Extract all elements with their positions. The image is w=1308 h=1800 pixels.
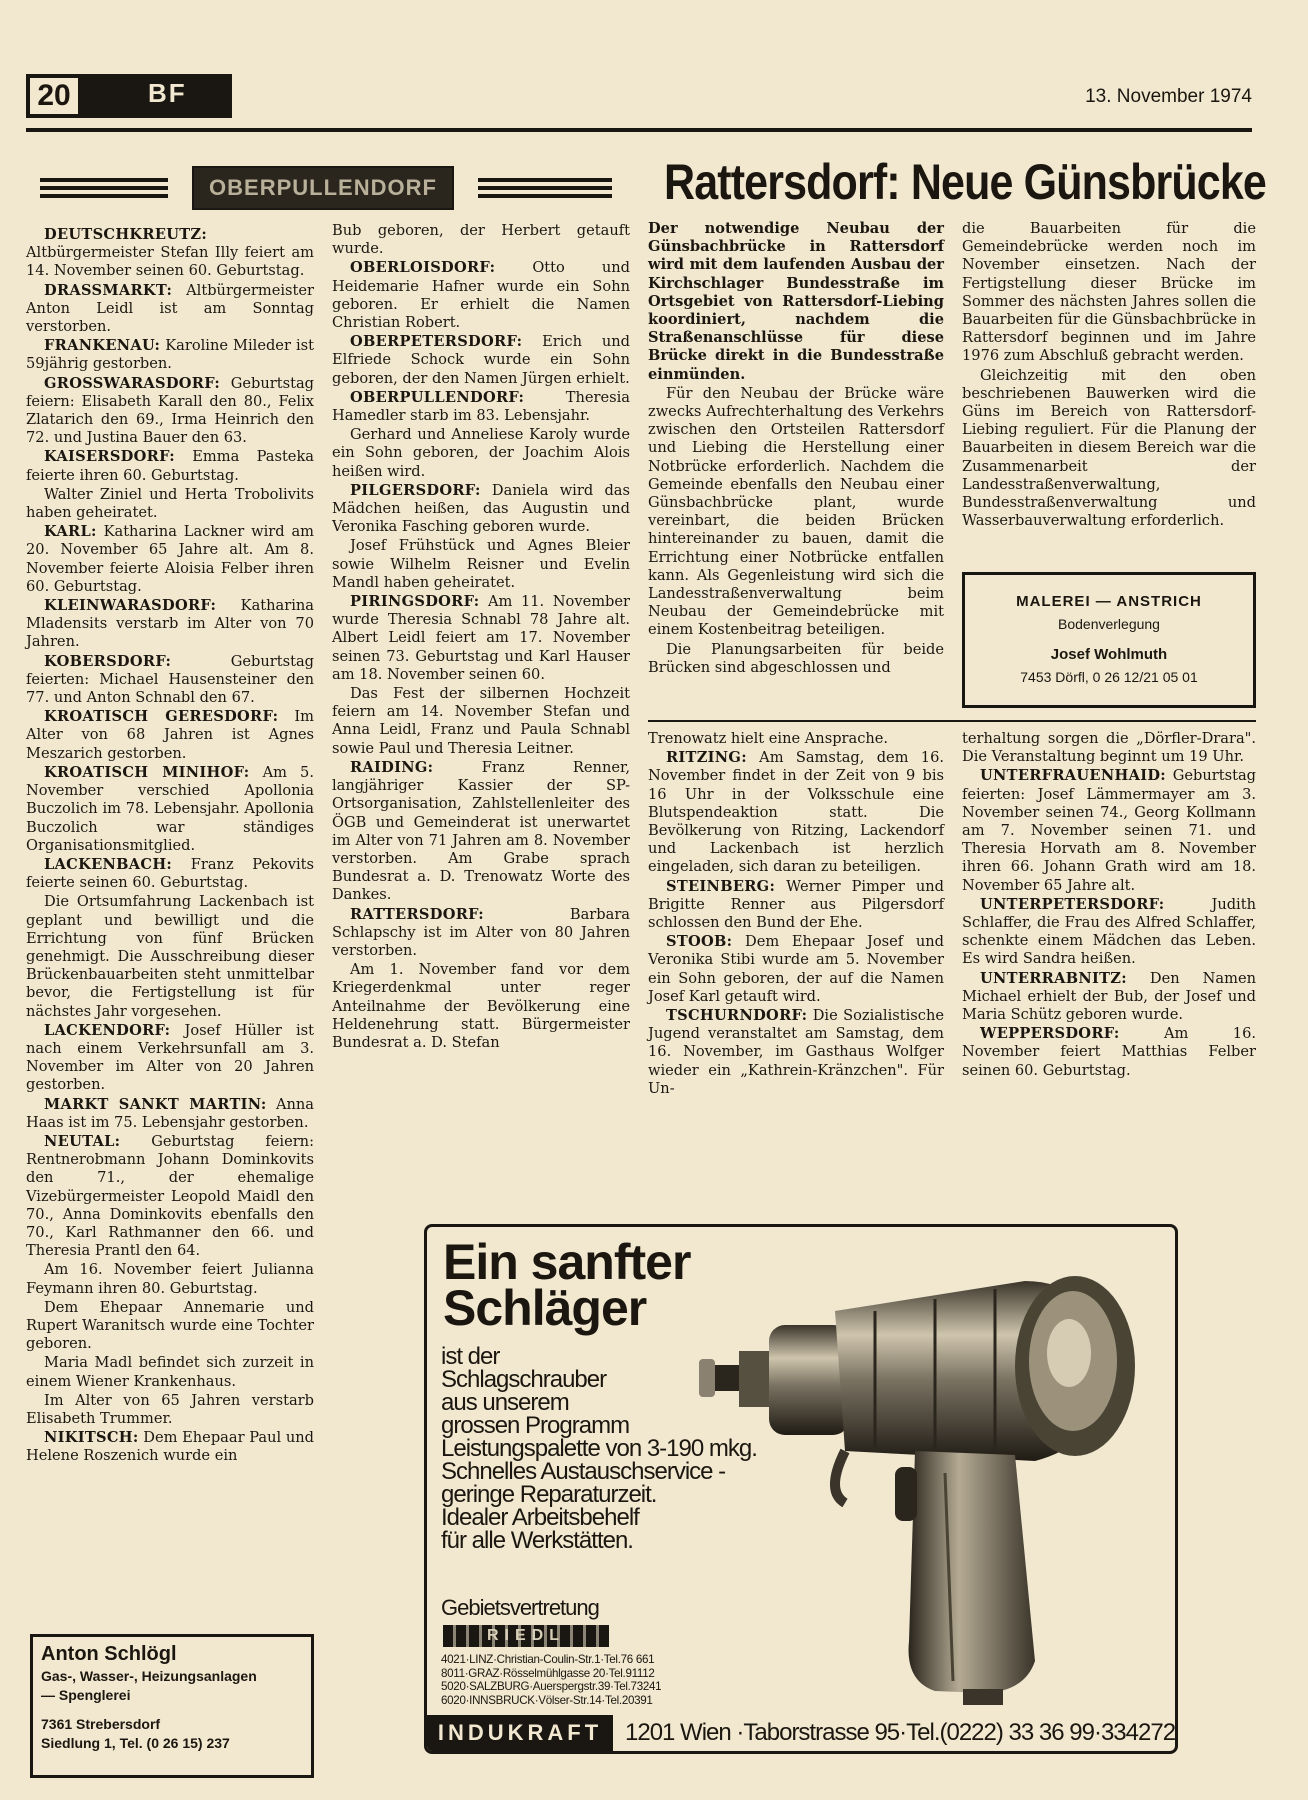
news-text: Die Ortsumfahrung Lackenbach ist geplant und bewilligt und die Errichtung von fünf Brücken genehmigt. Die Ausschreibung dieser Brückenbauarbeiten steht unmittelbar bevor, die Fertigstellung ist für nächstes Jahr vorgesehen. [26,893,314,1020]
news-text: Im Alter von 68 Jahren ist Agnes Meszarich gestorben. [26,708,314,762]
news-text: Dem Ehepaar Annemarie und Rupert Waranitsch wurde eine Tochter geboren. [26,1298,314,1353]
news-text: Am Samstag, dem 16. November findet in der Zeit von 9 bis 16 Uhr in der Volksschule eine Blutspendeaktion statt. Die Bevölkerung von Ritzing, Lackendorf und Lackenbach ist herzlich eingeladen, sich daran zu beteiligen. [648,749,944,876]
ad-address-line: 5020·SALZBURG·Auerspergstr.39·Tel.73241 [441,1680,662,1693]
news-text: Emma Pasteka feierte ihren 60. Geburtstag. [26,448,314,484]
news-text: Am 16. November feiert Julianna Feymann ihren 80. Geburtstag. [26,1261,314,1297]
news-text: Im Alter von 65 Jahren verstarb Elisabeth Trummer. [26,1391,314,1427]
news-item [962,767,1256,894]
news-item [332,537,630,592]
place-name: NIKITSCH: [44,1429,139,1447]
news-text: Am 5. November verschied Apollonia Buczolich im 78. Lebensjahr. Apollonia Buczolich war ständiges Organisationsmitglied. [26,763,314,854]
news-text: Katharina Lackner wird am 20. November 65 Jahre alt. Am 8. November feierte Aloisia Felber ihren 60. Geburtstag. [26,523,314,595]
impact-wrench-illustration [695,1241,1165,1711]
ad-copy-line: geringe Reparaturzeit. [441,1481,657,1508]
news-item [26,1096,314,1132]
place-name: RATTERSDORF: [350,905,484,923]
news-item [26,226,314,281]
news-item [26,1429,314,1465]
ad-copy-line: Idealer Arbeitsbehelf [441,1504,639,1531]
news-text: Geburtstag feiern: Rentnerobmann Johann Dominkovits den 71., der ehemalige Vizebürgermeister Leopold Maidl den 70., Anna Dominkovits ebenfalls den 70., Karl Rathmanner den 66. und Theresia Prantl den 64. [26,1132,314,1260]
news-text: Daniela wird das Mädchen heißen, das Augustin und Veronika Fasching geboren wurde. [332,481,630,536]
news-item [332,426,630,481]
ad-malerei-line: MALEREI — ANSTRICH [1016,593,1202,610]
news-item [332,482,630,537]
news-item [26,893,314,1020]
place-name: PILGERSDORF: [350,481,481,499]
ad-schloegl-line: 7361 Strebersdorf [41,1716,161,1732]
article-paragraph: Die Planungsarbeiten für beide Brücken sind abgeschlossen und [648,640,944,676]
ad-schloegl-name: Anton Schlögl [41,1643,177,1665]
place-name: KROATISCH GERESDORF: [44,708,279,726]
news-text: Geburtstag feierten: Josef Lämmermayer am 3. November seinen 74., Georg Kollmann am 7. November seinen 71. und Theresia Horvath am 8. November ihren 66. Johann Grath wird am 18. November 65 Jahre alt. [962,767,1256,894]
ad-headline: Ein sanfter [443,1234,691,1290]
place-name: STEINBERG: [666,877,776,895]
ad-schloegl [30,1634,314,1778]
place-name: DRASSMARKT: [44,281,173,299]
news-item [26,653,314,708]
news-text: Erich und Elfriede Schock wurde ein Sohn geboren, der den Namen Jürgen erhielt. [332,333,630,387]
news-item [26,708,314,763]
news-item [26,1299,314,1354]
news-item [26,448,314,484]
news-item [332,259,630,332]
news-text: Den Namen Michael erhielt der Bub, der Josef und Maria Schütz geboren wurde. [962,969,1256,1024]
news-text: Trenowatz hielt eine Ansprache. [648,730,889,747]
news-item [962,896,1256,969]
place-name: UNTERRABNITZ: [980,969,1127,987]
news-text: Am 1. November fand vor dem Kriegerdenkmal unter reger Anteilnahme der Bevölkerung eine Heldenehrung statt. Bürgermeister Bundesrat a. D. Stefan [332,961,630,1051]
news-item [332,961,630,1052]
news-item [332,389,630,425]
place-name: MARKT SANKT MARTIN: [44,1095,267,1113]
news-text: Theresia Hamedler starb im 83. Lebensjahr. [332,388,630,425]
ad-malerei [962,572,1256,708]
news-text: Franz Renner, langjähriger Kassier der SP-Ortsorganisation, Zahlstellenleiter des ÖGB und Gemeinderat ist unerwartet im Alter von 71 Jahren am 8. November verstorben. Am Grabe sprach Bundesrat a. D. Trenowatz Worte des Dankes. [332,758,630,904]
news-text: Werner Pimper und Brigitte Renner aus Pilgersdorf schlossen den Bund der Ehe. [648,877,944,932]
news-item [332,333,630,388]
ad-schloegl-line: Gas-, Wasser-, Heizungsanlagen [41,1668,257,1684]
news-text: Judith Schlaffer, die Frau des Alfred Schlaffer, schenkte einem Mädchen das Leben. Es wird Sandra heißen. [962,895,1256,968]
news-text: Karoline Mileder ist 59jährig gestorben. [26,337,314,373]
stripes-left [40,178,168,198]
ad-schloegl-line: Siedlung 1, Tel. (0 26 15) 237 [41,1735,230,1751]
news-text: Dem Ehepaar Josef und Veronika Stibi wurde am 5. November ein Sohn geboren, der auf die Namen Josef Karl getauft wird. [648,933,944,1005]
headline: Rattersdorf: Neue Günsbrücke [664,154,1266,210]
place-name: LACKENDORF: [44,1021,171,1039]
news-text: Altbürgermeister Stefan Illy feiert am 14. November seinen 60. Geburtstag. [26,244,314,280]
place-name: RITZING: [666,749,747,767]
news-text: Geburtstag feiern: Elisabeth Karall den 80., Felix Zlatarich den 69., Irma Heinrich den 72. und Justina Bauer den 63. [26,374,314,447]
news-text: Gerhard und Anneliese Karoly wurde ein Sohn geboren, der Joachim Alois heißen wird. [332,426,630,480]
news-text: Altbürgermeister Anton Leidl ist am Sonntag verstorben. [26,281,314,336]
place-name: FRANKENAU: [44,337,161,355]
ad-copy-line: Schnelles Austauschservice - [441,1458,726,1485]
news-item [962,1025,1256,1080]
section-header: OBERPULLENDORF [192,166,454,210]
ad-address-line: 6020·INNSBRUCK·Völser-Str.14·Tel.20391 [441,1693,653,1707]
news-item [26,1392,314,1428]
news-column-2 [332,222,630,1053]
place-name: LACKENBACH: [44,855,173,873]
news-item [962,970,1256,1025]
page-number: 20 [28,76,80,116]
news-text: Otto und Heidemarie Hafner wurde ein Sohn geboren. Er erhielt die Namen Christian Robert. [332,259,630,332]
place-name: UNTERPETERSDORF: [980,895,1165,913]
issue-date: 13. November 1974 [1085,86,1252,107]
ad-address: 1201 Wien ·Taborstrasse 95·Tel.(0222) 33 36 99·334272 [625,1719,1176,1746]
ad-copy-line: Leistungspalette von 3-190 mkg. [441,1435,757,1462]
news-item [962,730,1256,766]
place-name: RAIDING: [350,758,434,776]
article-paragraph: die Bauarbeiten für die Gemeindebrücke werden noch im November einsetzen. Nach der Fertigstellung dieser Brücke im Sommer des nächsten Jahres sollen die Bauarbeiten für die Günsbachbrücke in Rattersdorf beginnen und im Jahre 1976 zum Abschluß gebracht werden. [962,220,1256,365]
article-paragraph: Für den Neubau der Brücke wäre zwecks Aufrechterhaltung des Verkehrs zwischen den Ortsteilen Rattersdorf und Liebing die Herstellung einer Notbrücke erforderlich. Nachdem die Gemeinde ebenfalls den Neubau einer Günsbachbrücke plant, wurde vereinbart, die beiden Brücken hintereinander zu bauen, damit die Errichtung einer Notbrücke entfallen kann. Als Gegenleistung wird sich die Landesstraßenverwaltung beim Neubau der Gemeindebrücke mit einem Kostenbeitrag beteiligen. [648,384,944,639]
article-lead: Der notwendige Neubau der Günsbachbrücke in Rattersdorf wird mit dem laufenden Ausbau der Kirchschlager Bundesstraße im Ortsgebiet von Rattersdorf-Liebing koordiniert, nachdem die Straßenanschlüsse für diese Brücke direkt in die Bundesstraße einmünden. [648,220,944,383]
ad-copy-line: grossen Programm [441,1412,630,1439]
place-name: UNTERFRAUENHAID: [980,767,1166,785]
news-text: Maria Madl befindet sich zurzeit in einem Wiener Krankenhaus. [26,1354,314,1390]
place-name: KARL: [44,523,97,541]
news-item [648,878,944,933]
place-name: TSCHURNDORF: [666,1007,808,1025]
article-column-4 [962,220,1256,531]
news-text: Bub geboren, der Herbert getauft wurde. [332,222,630,258]
ad-malerei-line: Bodenverlegung [1058,616,1160,632]
article-divider [648,720,1256,722]
news-item [26,764,314,855]
news-item [648,933,944,1006]
section-code: BF [148,78,187,108]
place-name: OBERPULLENDORF: [350,388,525,406]
news-item [26,597,314,652]
news-item [648,730,944,748]
news-column-1 [26,226,314,1467]
place-name: KROATISCH MINIHOF: [44,763,250,781]
ad-headline: Schläger [443,1280,647,1336]
news-item [26,282,314,337]
news-text: terhaltung sorgen die „Dörfler-Drara". Die Veranstaltung beginnt um 19 Uhr. [962,730,1256,766]
place-name: NEUTAL: [44,1132,121,1150]
news-item [26,1133,314,1260]
place-name: PIRINGSDORF: [350,593,480,611]
ad-agency-addresses [441,1653,661,1707]
ad-malerei-line: Josef Wohlmuth [1050,646,1168,663]
ad-copy-line: Schlagschrauber [441,1366,607,1393]
news-item [648,749,944,876]
news-item [26,523,314,596]
place-name: OBERPETERSDORF: [350,333,523,351]
news-text: Am 11. November wurde Theresia Schnabl 78 Jahre alt. Albert Leidl feiert am 17. November seinen 73. Geburtstag und Karl Hauser am 18. November seinen 60. [332,593,630,683]
ad-indukraft [424,1224,1178,1754]
news-text: Josef Frühstück und Agnes Bleier sowie Wilhelm Reisner und Evelin Mandl haben geheiratet. [332,537,630,591]
place-name: KOBERSDORF: [44,652,172,670]
news-text: Geburtstag feierten: Michael Hausensteiner den 77. und Anton Schnabl den 67. [26,652,314,707]
article-column-3 [648,220,944,678]
news-item [332,685,630,758]
news-item [648,1007,944,1098]
ad-address-line: 8011·GRAZ·Rösselmühlgasse 20·Tel.91112 [441,1666,655,1680]
news-text: Dem Ehepaar Paul und Helene Roszenich wurde ein [26,1429,314,1465]
news-column-4 [962,730,1256,1081]
ad-copy-line: für alle Werkstätten. [441,1527,633,1554]
news-text: Die Sozialistische Jugend veranstaltet am Samstag, dem 16. November, im Gasthaus Wolfger wieder ein „Kathrein-Kränzchen". Für Un- [648,1007,944,1097]
place-name: STOOB: [666,933,733,951]
place-name: GROSSWARASDORF: [44,374,221,392]
news-item [26,337,314,373]
place-name: KLEINWARASDORF: [44,597,217,615]
news-item [26,486,314,522]
news-item [332,593,630,684]
news-item [332,906,630,961]
masthead-rule [26,128,1252,132]
ad-copy-line: ist der [441,1343,500,1370]
news-text: Walter Ziniel und Herta Trobolivits haben geheiratet. [26,485,314,522]
news-item [332,222,630,258]
news-column-3 [648,730,944,1099]
news-item [26,856,314,892]
news-text: Josef Hüller ist nach einem Verkehrsunfall am 3. November im Alter von 20 Jahren gestorben. [26,1021,314,1094]
news-text: Katharina Mladensits verstarb im Alter von 70 Jahren. [26,597,314,651]
place-name: KAISERSDORF: [44,448,175,466]
ad-schloegl-line: — Spenglerei [41,1687,131,1703]
news-item [26,1354,314,1390]
news-text: Das Fest der silbernen Hochzeit feiern am 14. November Stefan und Anna Leidl, Franz und Paula Schnabl sowie Paul und Theresia Leitner. [332,685,630,757]
place-name: WEPPERSDORF: [980,1025,1120,1043]
news-item [26,1261,314,1297]
place-name: OBERLOISDORF: [350,259,496,277]
place-name: DEUTSCHKREUTZ: [44,226,208,243]
news-text: Barbara Schlapschy ist im Alter von 80 Jahren verstorben. [332,905,630,959]
riedl-logo: RIEDL [443,1625,609,1647]
ad-agency-label: Gebietsvertretung [441,1595,599,1620]
news-item [26,1022,314,1095]
news-item [332,759,630,905]
news-text: Am 16. November feiert Matthias Felber seinen 60. Geburtstag. [962,1025,1256,1079]
ad-copy-line: aus unserem [441,1389,569,1416]
indukraft-logo: INDUKRAFT [427,1715,613,1751]
ad-address-line: 4021·LINZ·Christian-Coulin-Str.1·Tel.76 661 [441,1653,655,1666]
news-item [26,375,314,448]
news-text: Franz Pekovits feierte seinen 60. Geburtstag. [26,855,314,892]
article-paragraph: Gleichzeitig mit den oben beschriebenen Bauwerken wird die Güns im Bereich von Rattersdorf-Liebing reguliert. Für die Planung der Bauarbeiten in diesem Bereich war die Zusammenarbeit der Landesstraßenverwaltung, Bundesstraßenverwaltung und Wasserbauverwaltung erforderlich. [962,366,1256,530]
news-text: Anna Haas ist im 75. Lebensjahr gestorben. [26,1095,314,1131]
ad-malerei-line: 7453 Dörfl, 0 26 12/21 05 01 [1020,669,1198,685]
stripes-right [478,178,612,198]
